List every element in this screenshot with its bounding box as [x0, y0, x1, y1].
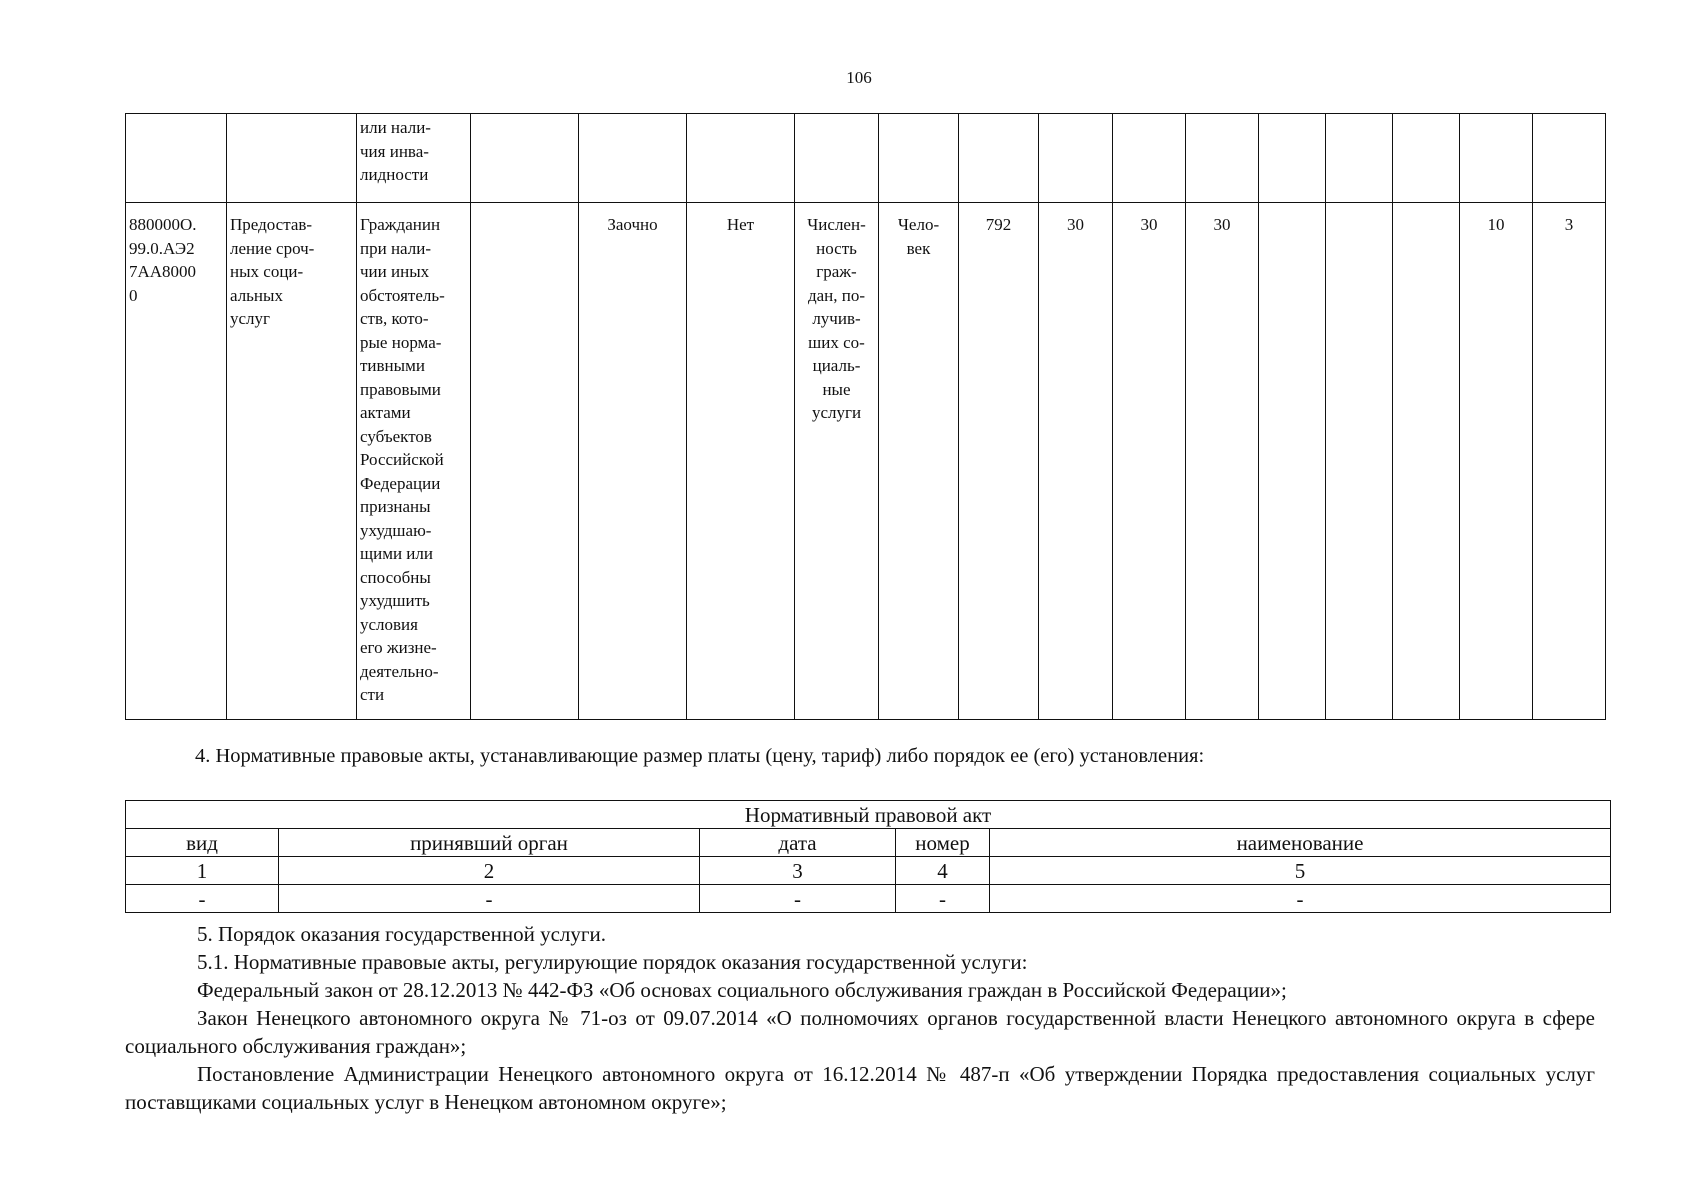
- table-cell: [227, 203, 357, 720]
- table-cell: [227, 114, 357, 203]
- okei-code: 792: [985, 215, 1012, 234]
- section-5-text: [125, 920, 1595, 1116]
- value-year-3: 30: [1213, 215, 1231, 234]
- table-cell-value: -: [126, 885, 279, 913]
- table-cell: [1393, 203, 1460, 720]
- table-cell: [1039, 114, 1113, 203]
- table-row: [126, 801, 1611, 829]
- table-cell: [1259, 203, 1326, 720]
- table-cell: [1039, 203, 1113, 720]
- table-row: [126, 829, 1611, 857]
- category-continuation: или нали- чия инва- лидности: [360, 118, 431, 184]
- table-cell-value: -: [990, 885, 1611, 913]
- service-code: 880000О. 99.0.АЭ2 7АА8000 0: [129, 215, 197, 305]
- table-cell: [795, 114, 879, 203]
- table-cell: [1259, 114, 1326, 203]
- legal-act-title: Нормативный правовой акт: [126, 801, 1611, 829]
- table-cell: [1326, 114, 1393, 203]
- table-cell: [1186, 114, 1259, 203]
- section-5-heading: 5. Порядок оказания государственной услуги.: [197, 922, 606, 946]
- table-cell: [471, 114, 579, 203]
- table-cell: [1533, 114, 1606, 203]
- section-5-1-heading: 5.1. Нормативные правовые акты, регулирующие порядок оказания государственной услуги:: [197, 950, 1028, 974]
- deviation-percent: 10: [1487, 215, 1505, 234]
- service-form: Заочно: [607, 215, 658, 234]
- service-name: Предостав- ление сроч- ных соци- альных услуг: [230, 215, 315, 328]
- flag-value: Нет: [726, 215, 755, 234]
- table-cell: [959, 203, 1039, 720]
- header-name: наименование: [990, 829, 1611, 857]
- table-cell: [357, 114, 471, 203]
- table-cell: [879, 114, 959, 203]
- table-cell: [795, 203, 879, 720]
- table-cell: [687, 203, 795, 720]
- table-cell: [471, 203, 579, 720]
- header-number: номер: [896, 829, 990, 857]
- recipient-category: Гражданин при нали- чии иных обстоятель- ств, кото- рые норма- тивными правовыми актами субъектов Российской Федерации признаны ухудшаю- щими или способны ухудшить условия его жизне- деятельно- сти: [360, 215, 445, 704]
- table-cell: [1533, 203, 1606, 720]
- legal-act-regional-law: Закон Ненецкого автономного округа № 71-оз от 09.07.2014 «О полномочиях органов государственной власти Ненецкого автономного округа в сфере социального обслуживания граждан»;: [125, 1006, 1595, 1058]
- header-issuing-body: принявший орган: [279, 829, 700, 857]
- table-cell: [357, 203, 471, 720]
- table-cell: [1186, 203, 1259, 720]
- table-cell: [1460, 203, 1533, 720]
- column-number: 3: [700, 857, 896, 885]
- table-cell: [1326, 203, 1393, 720]
- table-cell: [126, 203, 227, 720]
- indicator-name: Числен- ность граж- дан, по- лучив- ших со- циаль- ные услуги: [807, 215, 866, 422]
- value-year-1: 30: [1067, 215, 1084, 234]
- column-number: 5: [990, 857, 1611, 885]
- service-indicators-table: [125, 113, 1606, 720]
- table-cell: [126, 114, 227, 203]
- table-cell-value: -: [896, 885, 990, 913]
- table-row: [126, 857, 1611, 885]
- header-date: дата: [700, 829, 896, 857]
- legal-act-federal-law: Федеральный закон от 28.12.2013 № 442-ФЗ «Об основах социального обслуживания граждан в Российской Федерации»;: [197, 978, 1287, 1002]
- legal-acts-table: [125, 800, 1611, 913]
- header-kind: вид: [126, 829, 279, 857]
- table-cell-value: -: [279, 885, 700, 913]
- table-cell: [579, 203, 687, 720]
- table-row: [126, 885, 1611, 913]
- table-row: [126, 203, 1606, 720]
- legal-act-resolution: Постановление Администрации Ненецкого автономного округа от 16.12.2014 № 487-п «Об утверждении Порядка предоставления социальных услуг поставщиками социальных услуг в Ненецком автономном округе»;: [125, 1062, 1595, 1114]
- table-cell-value: -: [700, 885, 896, 913]
- table-cell: [1113, 203, 1186, 720]
- table-cell: [579, 114, 687, 203]
- unit-name: Чело- век: [897, 215, 940, 258]
- table-cell: [879, 203, 959, 720]
- table-cell: [959, 114, 1039, 203]
- value-year-2: 30: [1140, 215, 1158, 234]
- table-cell: [1393, 114, 1460, 203]
- deviation-absolute: 3: [1564, 215, 1574, 234]
- table-cell: [687, 114, 795, 203]
- page-number: 106: [846, 68, 872, 87]
- column-number: 2: [279, 857, 700, 885]
- table-cell: [1113, 114, 1186, 203]
- section-4-heading: 4. Нормативные правовые акты, устанавливающие размер платы (цену, тариф) либо порядок ее (его) установления:: [195, 745, 1205, 767]
- column-number: 1: [126, 857, 279, 885]
- table-row: [126, 114, 1606, 203]
- table-cell: [1460, 114, 1533, 203]
- column-number: 4: [896, 857, 990, 885]
